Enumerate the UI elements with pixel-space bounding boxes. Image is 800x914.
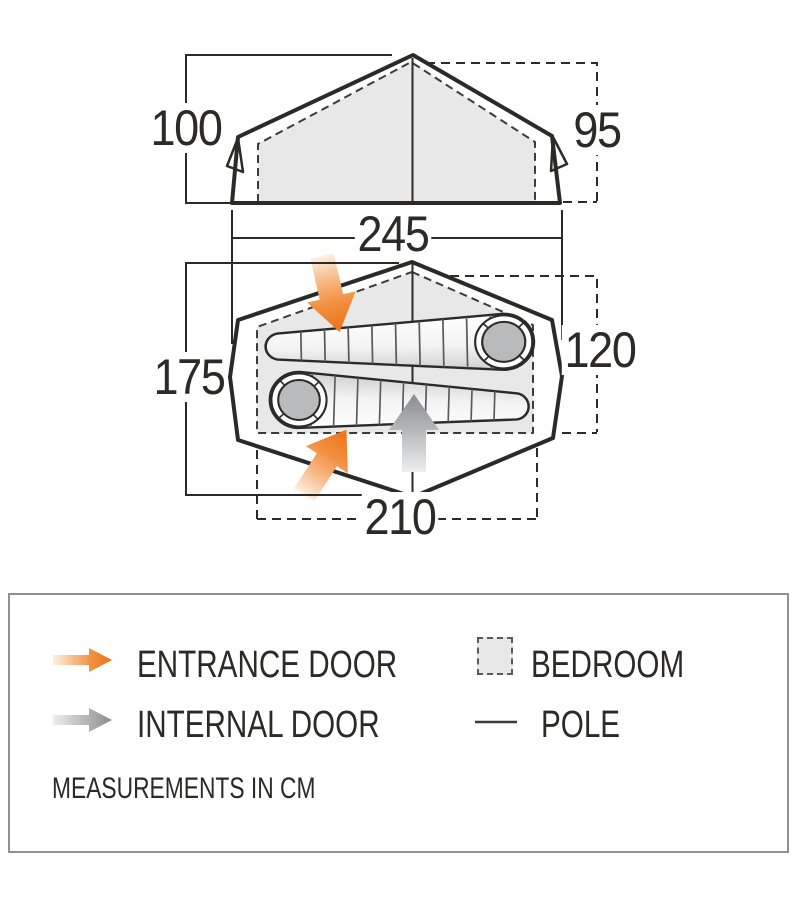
side-view-bedroom-outline xyxy=(258,62,535,202)
dim-label-height-right: 95 xyxy=(571,105,624,155)
legend-measurements-note: MEASUREMENTS IN CM xyxy=(52,772,316,805)
legend-entrance-door-label: ENTRANCE DOOR xyxy=(137,644,398,686)
legend-internal-door-label: INTERNAL DOOR xyxy=(137,704,380,746)
tent-side-view xyxy=(186,55,597,203)
pole-line-icon xyxy=(475,720,517,724)
entrance-door-arrow-icon xyxy=(52,647,114,673)
dim-label-depth-left: 175 xyxy=(151,352,227,402)
tent-floor-plan xyxy=(186,250,597,519)
dim-label-width-top: 245 xyxy=(355,209,431,259)
legend-bedroom-label: BEDROOM xyxy=(531,644,685,686)
dim-label-width-bottom: 210 xyxy=(362,492,438,542)
legend-pole-label: POLE xyxy=(541,704,621,746)
dim-label-height-left: 100 xyxy=(148,103,224,153)
dim-label-depth-right: 120 xyxy=(562,325,638,375)
legend xyxy=(8,593,789,853)
bedroom-swatch-icon xyxy=(477,637,513,675)
internal-door-arrow-icon xyxy=(52,707,114,733)
